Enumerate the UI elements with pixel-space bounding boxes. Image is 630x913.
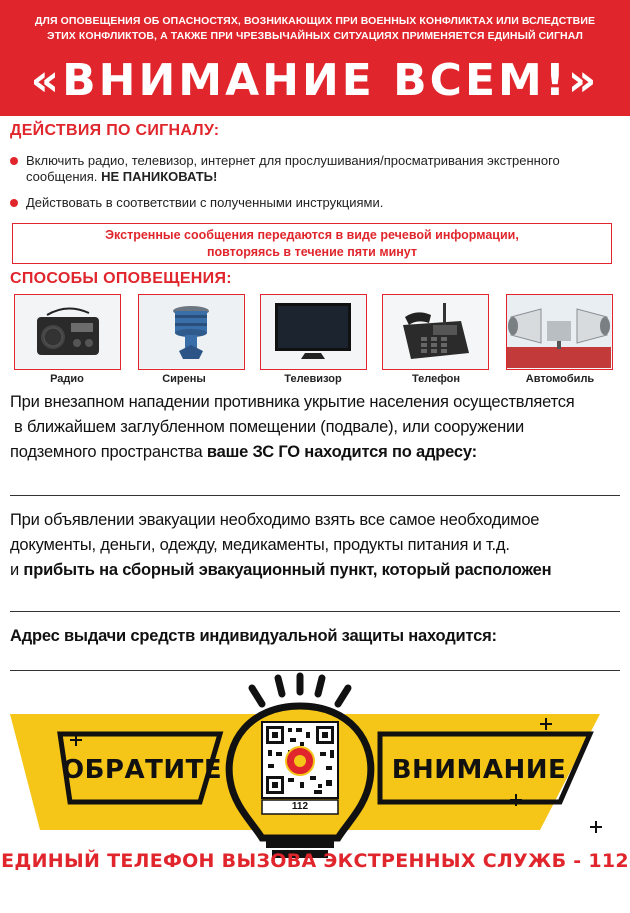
header-intro-line1: ДЛЯ ОПОВЕЩЕНИЯ ОБ ОПАСНОСТЯХ, ВОЗНИКАЮЩИХ ПРИ ВОЕННЫХ КОНФЛИКТАХ ИЛИ ВСЛЕДСТВИЕ (34, 15, 596, 27)
action-item-1-bold: НЕ ПАНИКОВАТЬ! (101, 169, 218, 184)
bulb-rays (252, 676, 348, 704)
ppe-address-line (10, 670, 620, 671)
shelter-address-line (10, 495, 620, 496)
loudspeaker-car-icon (507, 295, 611, 368)
methods-row (14, 294, 618, 370)
notice-box (12, 223, 612, 264)
qr-caption: 112 (291, 801, 309, 812)
shelter-line3-text: подземного пространства (10, 443, 203, 461)
methods-title: СПОСОБЫ ОПОВЕЩЕНИЯ: (10, 270, 232, 287)
evacuation-point-label: прибыть на сборный эвакуационный пункт, который расположен (23, 561, 552, 579)
header-intro (18, 14, 612, 44)
evacuation-line2: документы, деньги, одежду, медикаменты, продукты питания и т.д. (10, 536, 510, 554)
shelter-paragraph (10, 390, 622, 465)
shelter-line2: в ближайшем заглубленном помещении (подвале), или сооружении (14, 418, 525, 436)
notice-line2: повторяясь в течение пяти минут (206, 245, 418, 259)
attention-left-word: ОБРАТИТЕ (62, 755, 223, 785)
method-label-phone: Телефон (411, 373, 461, 385)
shelter-line1: При внезапном нападении противника укрытие населения осуществляется (10, 393, 575, 411)
shelter-line3 (10, 440, 622, 465)
bullet-icon (10, 199, 18, 207)
method-label-tv: Телевизор (284, 373, 342, 385)
method-siren (138, 294, 245, 370)
radio-icon (15, 295, 119, 368)
method-phone (382, 294, 489, 370)
bullet-icon (10, 157, 18, 165)
method-label-radio: Радио (50, 373, 84, 385)
ppe-paragraph (10, 624, 622, 649)
ppe-label: Адрес выдачи средств индивидуальной защиты находится: (10, 627, 497, 645)
signal-title: «ВНИМАНИЕ ВСЕМ!» (30, 55, 600, 106)
tv-icon (261, 295, 365, 368)
evacuation-address-line (10, 611, 620, 612)
action-item-1-text: Включить радио, телевизор, интернет для прослушивания/просматривания экстренного сообщения. (26, 153, 560, 184)
method-radio (14, 294, 121, 370)
phone-icon (383, 295, 487, 368)
method-car (506, 294, 613, 370)
attention-right-word: ВНИМАНИЕ (391, 755, 567, 785)
notice-line1: Экстренные сообщения передаются в виде речевой информации, (105, 228, 519, 242)
method-label-siren: Сирены (162, 373, 206, 385)
header-intro-line2: ЭТИХ КОНФЛИКТОВ, А ТАКЖЕ ПРИ ЧРЕЗВЫЧАЙНЫХ СИТУАЦИЯХ ПРИМЕНЯЕТСЯ ЕДИНЫЙ СИГНАЛ (47, 30, 583, 42)
evacuation-line3-text: и (10, 561, 20, 579)
evacuation-line3 (10, 558, 622, 583)
evacuation-line1: При объявлении эвакуации необходимо взять все самое необходимое (10, 511, 540, 529)
evacuation-paragraph (10, 508, 622, 583)
siren-icon (139, 295, 243, 368)
header-banner (0, 0, 630, 116)
actions-title: ДЕЙСТВИЯ ПО СИГНАЛУ: (10, 122, 220, 139)
method-tv (260, 294, 367, 370)
action-item-2-text: Действовать в соответствии с полученными инструкциями. (26, 195, 384, 210)
method-label-car: Автомобиль (525, 373, 595, 385)
action-item-2 (10, 195, 620, 211)
emergency-phone-footer: ЕДИНЫЙ ТЕЛЕФОН ВЫЗОВА ЭКСТРЕННЫХ СЛУЖБ - 112 (1, 850, 629, 872)
shelter-address-label: ваше ЗС ГО находится по адресу: (206, 443, 477, 461)
action-item-1 (10, 153, 620, 185)
